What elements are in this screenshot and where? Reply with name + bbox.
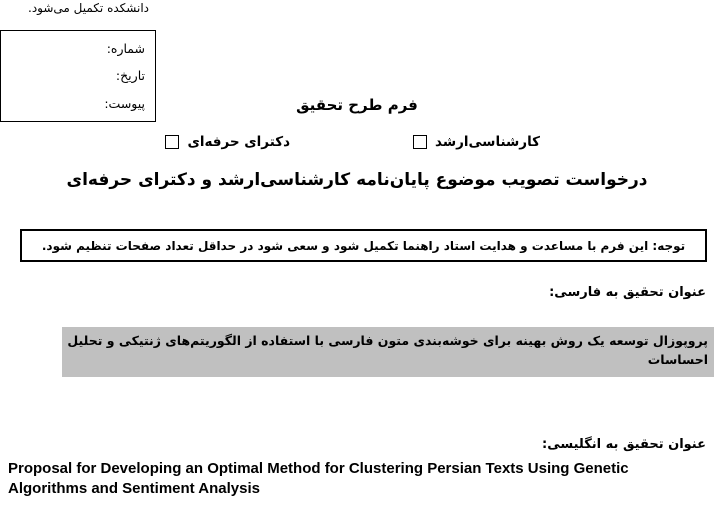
main-request-title: درخواست تصویب موضوع پایان‌نامه کارشناسی‌ارشد و دکترای حرفه‌ای [66, 170, 648, 190]
doctorate-label: دکترای حرفه‌ای [187, 134, 290, 150]
date-label: تاریخ: [115, 68, 145, 84]
persian-title-label: عنوان تحقیق به فارسی: [549, 285, 706, 300]
english-title-label: عنوان تحقیق به انگلیسی: [542, 437, 706, 452]
persian-title-value[interactable]: پروپوزال توسعه یک روش بهینه برای خوشه‌بندی متون فارسی با استفاده از الگوریتم‌های ژنتیکی و تحلیل احساسات [62, 327, 714, 377]
notice-box [20, 229, 707, 262]
masters-checkbox[interactable] [413, 135, 427, 149]
masters-label: کارشناسی‌ارشد [435, 134, 540, 150]
degree-option-doctorate [165, 134, 290, 150]
degree-option-masters [413, 134, 540, 150]
faculty-completion-note: دانشکده تکمیل می‌شود. [28, 1, 150, 15]
form-title: فرم طرح تحقیق [296, 96, 418, 114]
doctorate-checkbox[interactable] [165, 135, 179, 149]
attachment-label: پیوست: [104, 95, 145, 111]
number-label: شماره: [106, 41, 145, 57]
notice-text: توجه: این فرم با مساعدت و هدایت استاد راهنما تکمیل شود و سعی شود در حداقل تعداد صفحات تنظیم شود. [41, 238, 686, 253]
english-title-value[interactable]: Proposal for Developing an Optimal Method for Clustering Persian Texts Using Genetic Algorithms and Sentiment Analysis [8, 460, 629, 497]
